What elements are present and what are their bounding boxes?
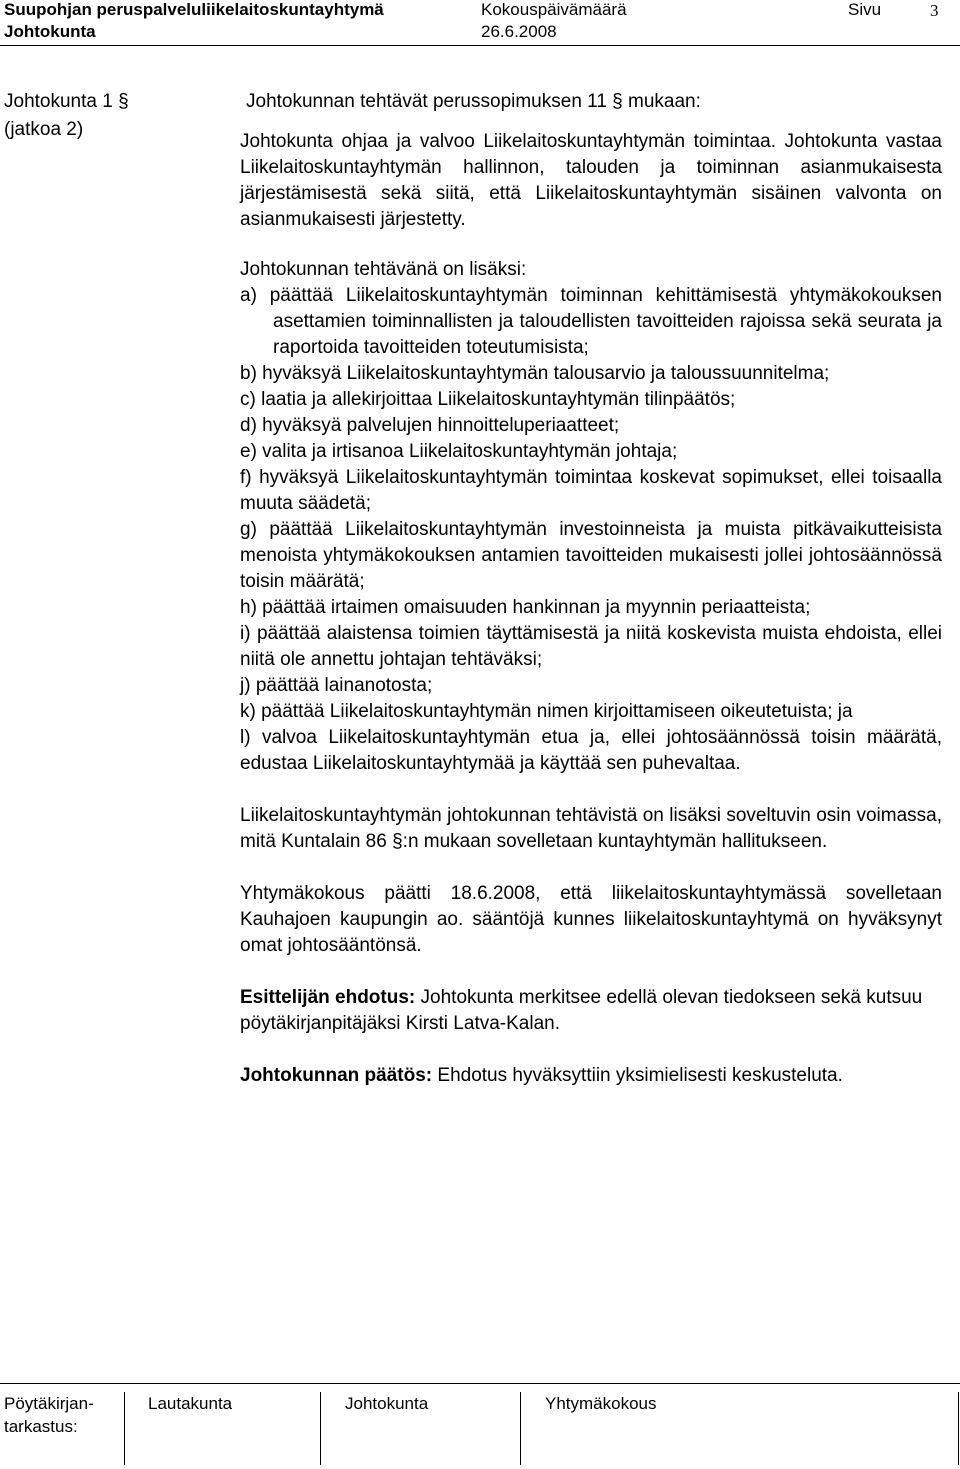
duty-item-b: b) hyväksyä Liikelaitoskuntayhtymän talousarvio ja taloussuunnitelma; bbox=[240, 363, 830, 384]
duty-item-l: l) valvoa Liikelaitoskuntayhtymän etua ja, ellei johtosäännössä toisin määrätä, edustaa Liikelaitoskuntayhtymää ja käyttää sen puhevaltaa. bbox=[240, 727, 942, 774]
duty-item-k: k) päättää Liikelaitoskuntayhtymän nimen kirjoittamiseen oikeutetuista; ja bbox=[240, 701, 853, 722]
signature-divider-2 bbox=[320, 1392, 321, 1465]
decision-text: Ehdotus hyväksyttiin yksimielisesti keskusteluta. bbox=[437, 1065, 843, 1086]
duty-item-i: i) päättää alaistensa toimien täyttämisestä ja niitä koskevista muista ehdoista, ellei niitä ole annettu johtajan tehtäväksi; bbox=[240, 623, 942, 670]
proposal-label: Esittelijän ehdotus: bbox=[240, 987, 416, 1008]
organization-name: Suupohjan peruspalveluliikelaitoskuntayhtymä bbox=[4, 0, 384, 19]
section-number: Johtokunta 1 § bbox=[4, 91, 129, 112]
signature-yhtymakokous: Yhtymäkokous bbox=[545, 1394, 657, 1413]
duty-item-d: d) hyväksyä palvelujen hinnoitteluperiaatteet; bbox=[240, 415, 620, 436]
duty-item-h: h) päättää irtaimen omaisuuden hankinnan ja myynnin periaatteista; bbox=[240, 597, 811, 618]
duty-item-g: g) päättää Liikelaitoskuntayhtymän investoinneista ja muista pitkävaikutteisista menoista yhtymäkokouksen antamien tavoitteiden mukaisesti jollei johtosäännössä toisin määrätä; bbox=[240, 519, 942, 592]
review-label-line-1: Pöytäkirjan- bbox=[4, 1394, 94, 1413]
duties-heading: Johtokunnan tehtävänä on lisäksi: bbox=[240, 259, 527, 280]
page-label: Sivu bbox=[848, 0, 882, 19]
footer-divider bbox=[0, 1383, 960, 1384]
date-label: Kokouspäivämäärä bbox=[481, 0, 627, 19]
additional-paragraph: Liikelaitoskuntayhtymän johtokunnan tehtävistä on lisäksi soveltuvin osin voimassa, mitä Kuntalain 86 §:n mukaan sovelletaan kuntayhtymän hallitukseen. bbox=[240, 805, 942, 852]
duty-item-c: c) laatia ja allekirjoittaa Liikelaitoskuntayhtymän tilinpäätös; bbox=[240, 389, 736, 410]
review-label bbox=[4, 1392, 94, 1438]
proposal-paragraph bbox=[240, 985, 942, 1037]
intro-paragraph: Johtokunta ohjaa ja valvoo Liikelaitoskuntayhtymän toimintaa. Johtokunta vastaa Liikelaitoskuntayhtymän hallinnon, talouden ja toiminnan asianmukaisesta järjestämisestä sekä siitä, että Liikelaitoskuntayhtymän sisäinen valvonta on asianmukaisesti järjestetty. bbox=[240, 131, 942, 230]
signature-johtokunta: Johtokunta bbox=[345, 1394, 429, 1413]
page-number: 3 bbox=[930, 1, 939, 20]
proposal-text: Johtokunta merkitsee edellä olevan tiedokseen sekä kutsuu pöytäkirjanpitäjäksi Kirsti Latva-Kalan. bbox=[240, 987, 923, 1034]
decision-paragraph bbox=[240, 1063, 942, 1089]
meeting-date: 26.6.2008 bbox=[481, 22, 557, 41]
meeting-decision-paragraph: Yhtymäkokous päätti 18.6.2008, että liikelaitoskuntayhtymässä sovelletaan Kauhajoen kaupungin ao. sääntöjä kunnes liikelaitoskuntayhtymä on hyväksynyt omat johtosääntönsä. bbox=[240, 883, 942, 956]
section-reference bbox=[4, 88, 129, 144]
signature-divider-1 bbox=[124, 1392, 125, 1465]
header-divider bbox=[0, 45, 960, 46]
duty-item-a: a) päättää Liikelaitoskuntayhtymän toiminnan kehittämisestä yhtymäkokouksen asettamien toiminnallisten ja taloudellisten tavoitteiden rajoissa sekä seurata ja raportoida tavoitteiden toteutumisista; bbox=[240, 285, 942, 358]
unit-name: Johtokunta bbox=[4, 22, 96, 41]
signature-divider-3 bbox=[520, 1392, 521, 1465]
section-body bbox=[240, 88, 942, 1089]
signature-divider-4 bbox=[958, 1392, 959, 1465]
duty-item-j: j) päättää lainanotosta; bbox=[240, 675, 433, 696]
decision-label: Johtokunnan päätös: bbox=[240, 1065, 433, 1086]
duty-item-e: e) valita ja irtisanoa Liikelaitoskuntayhtymän johtaja; bbox=[240, 441, 678, 462]
signature-lautakunta: Lautakunta bbox=[148, 1394, 233, 1413]
continuation-note: (jatkoa 2) bbox=[4, 119, 84, 140]
duty-item-f: f) hyväksyä Liikelaitoskuntayhtymän toimintaa koskevat sopimukset, ellei toisaalla muuta säädetä; bbox=[240, 467, 942, 514]
review-label-line-2: tarkastus: bbox=[4, 1417, 78, 1436]
section-title: Johtokunnan tehtävät perussopimuksen 11 § mukaan: bbox=[246, 91, 701, 112]
